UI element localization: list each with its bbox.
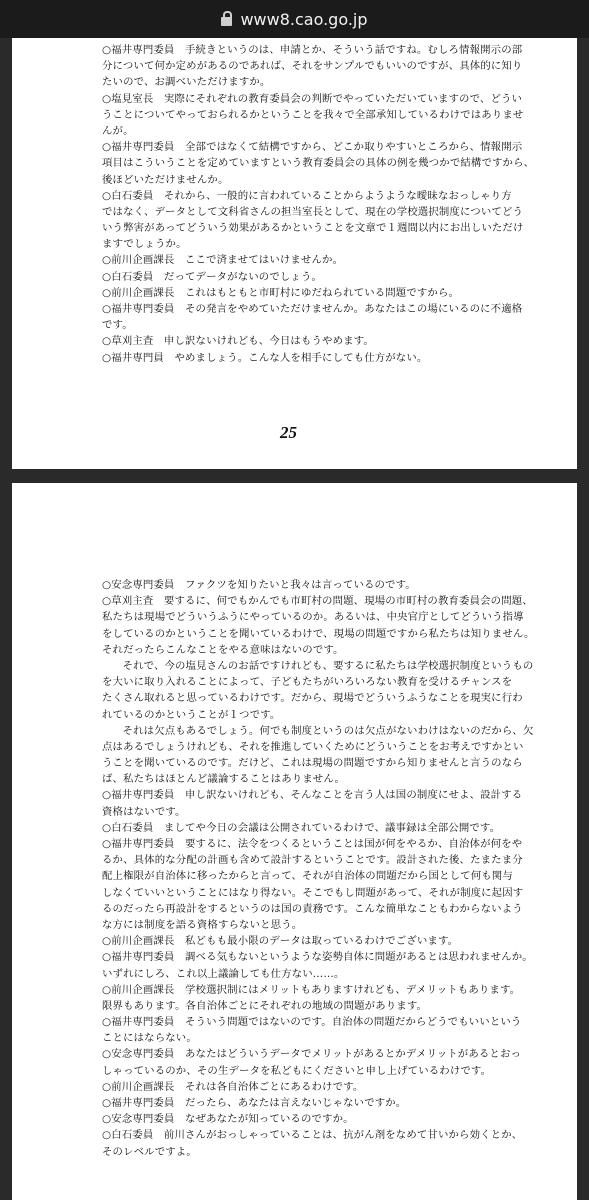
text-line: しなくていいということにはなり得ない。そこでもし問題があって、それが制度に起因す — [102, 886, 524, 899]
text-line: 資格はないです。 — [102, 805, 186, 818]
text-line: ○前川企画課長 それは各自治体ごとにあるわけです。 — [102, 1080, 364, 1093]
text-line: いう弊害があってどういう効果があるかということを文章で１週間以内にお出しいただけ — [102, 222, 524, 235]
document-page-25 — [12, 38, 577, 469]
text-line: うことを聞いているのです。だけど、これは現場の問題ですから知りませんと言うのなら — [102, 757, 523, 770]
text-line: ○福井専門委員 申し訳ないけれども、そんなことを言う人は国の制度にせよ、設計する — [102, 789, 523, 802]
text-line: です。 — [102, 319, 133, 332]
text-line: をしているのかということを聞いているわけで、現場の問題ですから私たちは知りません。 — [102, 627, 535, 640]
text-line: を大いに取り入れることによって、子どもたちがいろいろない教育を受けるチャンスを — [102, 676, 513, 689]
text-line: ○福井専門委員 手続きというのは、申請とか、そういう話ですね。むしろ情報開示の部 — [102, 44, 523, 56]
document-page-26 — [12, 483, 577, 1200]
page-text-block — [102, 42, 535, 366]
text-line: るのだったら再設計をするというのは国の責務です。こんな簡単なこともわからないよう — [102, 902, 523, 915]
text-line: 後ほどいただけませんか。 — [102, 173, 229, 186]
text-line: ではなく、データとして文科省さんの担当室長として、現在の学校選択制度についてどう — [102, 205, 523, 218]
text-line: ○草刈主査 申し訳ないけれども、今日はもうやめます。 — [102, 335, 374, 348]
text-line: ○福井専門員 やめましょう。こんな人を相手にしても仕方がない。 — [102, 351, 428, 364]
text-line: それは欠点もあるでしょう。何でも制度というのは欠点がないわけはないのだから、欠 — [112, 724, 534, 737]
text-line: 分について何か定めがあるのであれば、それをサンプルでもいいのですが、具体的に知り — [102, 60, 523, 73]
text-line: んが。 — [102, 124, 134, 137]
text-line: ○白石委員 だってデータがないのでしょう。 — [102, 270, 323, 283]
page-number: 25 — [280, 423, 297, 442]
text-line: ○福井専門委員 調べる気もないというような姿勢自体に問題があるとは思われませんか。 — [102, 951, 533, 964]
text-line: ○福井専門委員 その発言をやめていただけませんか。あなたはこの場にいるのに不適格 — [102, 303, 523, 315]
text-line: るか、具体的な分配の計画も含めて設計するということです。設計された後、たまたま分 — [102, 854, 523, 867]
text-line: ば、私たちはほとんど議論することはありません。 — [102, 773, 346, 786]
text-line: 配上権限が自治体に移ったからと言って、それが自治体の問題だから国として何も関与 — [102, 870, 513, 883]
text-line: な方には制度を語る資格すらないと思う。 — [102, 918, 303, 931]
text-line: それだったらこんなことをやる意味はないのです。 — [102, 643, 344, 656]
text-line: そのレベルですよ。 — [102, 1145, 197, 1158]
text-line: ○前川企画課長 ここで済ませてはいけませんか。 — [102, 254, 344, 267]
text-line: ○白石委員 それから、一般的に言われていることからようような曖昧なおっしゃり方 — [102, 189, 512, 202]
text-line: 私たちは現場でどういうふうにやっているのか。あるいは、中央官庁としてどういう指導 — [102, 611, 524, 624]
text-line: ○前川企画課長 学校選択制にはメリットもありますけれども、デメリットもあります。 — [102, 983, 521, 996]
text-line: 限界もあります。各自治体ごとにそれぞれの地域の問題があります。 — [102, 999, 428, 1012]
text-line: ○白石委員 ましてや今日の会議は公開されているわけで、議事録は全部公開です。 — [102, 821, 501, 834]
text-line: ○安念専門委員 あなたはどういうデータでメリットがあるとかデメリットがあるとおっ — [102, 1048, 522, 1061]
text-line: ○草刈主査 要するに、何でもかんでも市町村の問題、現場の市町村の教育委員会の問題、 — [102, 595, 533, 608]
text-line: 項目はこういうことを定めていますという教育委員会の具体の例を幾つかで結構ですから、 — [102, 157, 535, 170]
text-line: いずれにしろ、これ以上議論しても仕方ない……。 — [102, 967, 345, 980]
browser-address-bar[interactable] — [0, 0, 589, 38]
text-line: うことについてやっておられるかということを我々で全部承知しているわけではありませ — [102, 108, 524, 121]
text-line: ○安念専門委員 なぜあなたが知っているのですか。 — [102, 1113, 354, 1126]
text-line: ○福井専門委員 だったら、あなたは言えないじゃないですか。 — [102, 1097, 407, 1109]
page-text-block — [102, 577, 535, 1160]
text-line: ○白石委員 前川さんがおっしゃっていることは、抗がん剤をなめて甘いから効くとか、 — [102, 1129, 523, 1142]
text-line: ことにはならない。 — [102, 1032, 197, 1045]
text-line: それで、今の塩見さんのお話ですけれども、要するに私たちは学校選択制度というもの — [112, 659, 534, 672]
text-line: ますでしょうか。 — [102, 238, 187, 251]
text-line: たいので、お調べいただけますか。 — [102, 76, 271, 89]
text-line: ○安念専門委員 ファクツを知りたいと我々は言っているのです。 — [102, 579, 416, 591]
text-line: ○前川企画課長 私どもも最小限のデータは取っているわけでございます。 — [102, 935, 459, 948]
text-line: ○福井専門委員 全部ではなくて結構ですから、どこか取りやすいところから、情報開示 — [102, 141, 523, 154]
text-line: ○福井専門委員 要するに、法令をつくるということは国が何をやるか、自治体が何をや — [102, 838, 523, 850]
text-line: ○塩見室長 実際にそれぞれの教育委員会の判断でやっていただいていますので、どうい — [102, 92, 523, 105]
text-line: ○福井専門委員 そういう問題ではないのです。自治体の問題だからどうでもいいという — [102, 1016, 522, 1029]
text-line: ○前川企画課長 これはもともと市町村にゆだねられている問題ですから。 — [102, 286, 460, 299]
text-line: たくさん取れると思っているわけです。だから、現場でどういうふうなことを現実に行わ — [102, 692, 523, 705]
text-line: 点はあるでしょうけれども、それを推進していくためにどういうことをお考えですかとい — [102, 740, 524, 753]
text-line: しゃっているのか、その生データを私どもにくださいと申し上げているわけです。 — [102, 1064, 492, 1077]
url-text[interactable]: www8.cao.go.jp — [240, 9, 368, 29]
text-line: れているのかということが１つです。 — [102, 708, 281, 721]
lock-icon — [221, 17, 232, 26]
